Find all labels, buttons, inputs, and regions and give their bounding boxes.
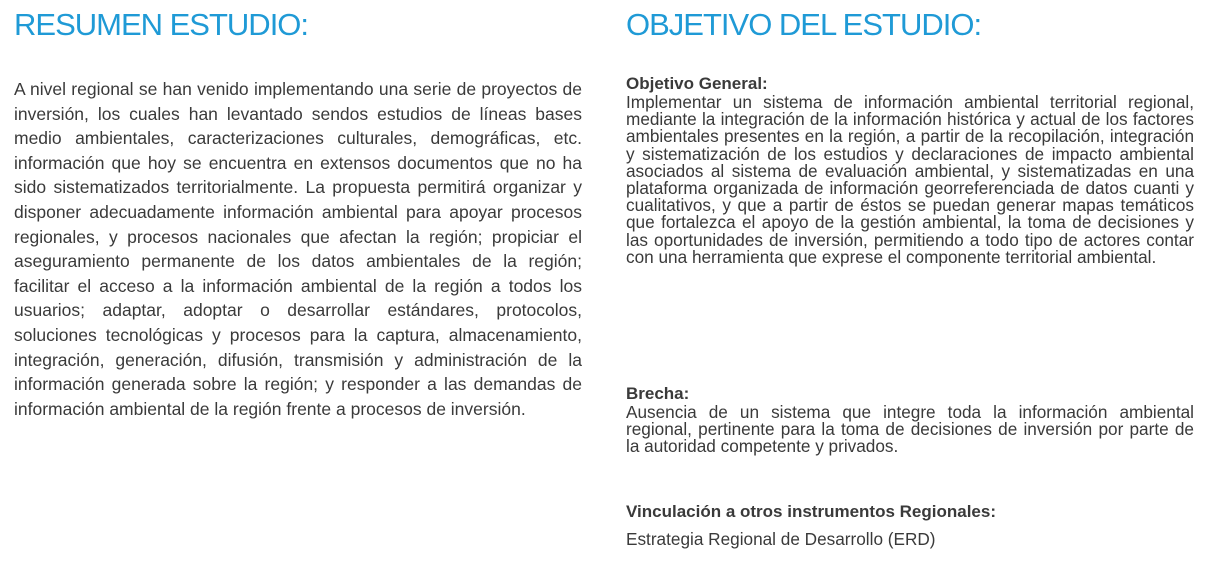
linkage-text: Estrategia Regional de Desarrollo (ERD) (626, 529, 936, 549)
linkage-label: Vinculación a otros instrumentos Regionales: (626, 502, 996, 521)
gap-text: Ausencia de un sistema que integre toda la información ambiental regional, pertinente para la toma de decisiones de inversión por parte de la autoridad competente y privados. (626, 402, 1194, 457)
objective-heading: OBJETIVO DEL ESTUDIO: (626, 7, 982, 42)
gap-label: Brecha: (626, 384, 690, 403)
summary-heading: RESUMEN ESTUDIO: (14, 7, 309, 42)
general-objective-text: Implementar un sistema de información ambiental territorial regional, mediante la integración de la información histórica y actual de los factores ambientales presentes en la región, a partir de la recopilación, integración y sistematización de los estudios y declaraciones de impacto ambiental asociados al sistema de evaluación ambiental, y sistematizadas en una plataforma organizada de información georreferenciada de datos cuanti y cualitativos, y que a partir de éstos se puedan generar mapas temáticos que fortalezca el apoyo de la gestión ambiental, la toma de decisiones y las oportunidades de inversión, permitiendo a todo tipo de actores contar con una herramienta que exprese el componente territorial ambiental. (626, 92, 1194, 267)
gap-block (626, 384, 1194, 456)
general-objective-block (626, 74, 1194, 266)
study-objective-section (626, 0, 1194, 549)
linkage-block (626, 502, 1194, 550)
general-objective-label: Objetivo General: (626, 74, 768, 93)
summary-paragraph: A nivel regional se han venido implementando una serie de proyectos de inversión, los cuales han levantado sendos estudios de líneas bases medio ambientales, caracterizaciones culturales, demográficas, etc. información que hoy se encuentra en extensos documentos que no ha sido sistematizados territorialmente. La propuesta permitirá organizar y disponer adecuadamente información ambiental para apoyar procesos regionales, y procesos nacionales que afectan la región; propiciar el aseguramiento permanente de los datos ambientales de la región; facilitar el acceso a la información ambiental de la región a todos los usuarios; adaptar, adoptar o desarrollar estándares, protocolos, soluciones tecnológicas y procesos para la captura, almacenamiento, integración, generación, difusión, transmisión y administración de la información generada sobre la región; y responder a las demandas de información ambiental de la región frente a procesos de inversión. (14, 79, 582, 419)
study-summary-section (14, 0, 582, 421)
